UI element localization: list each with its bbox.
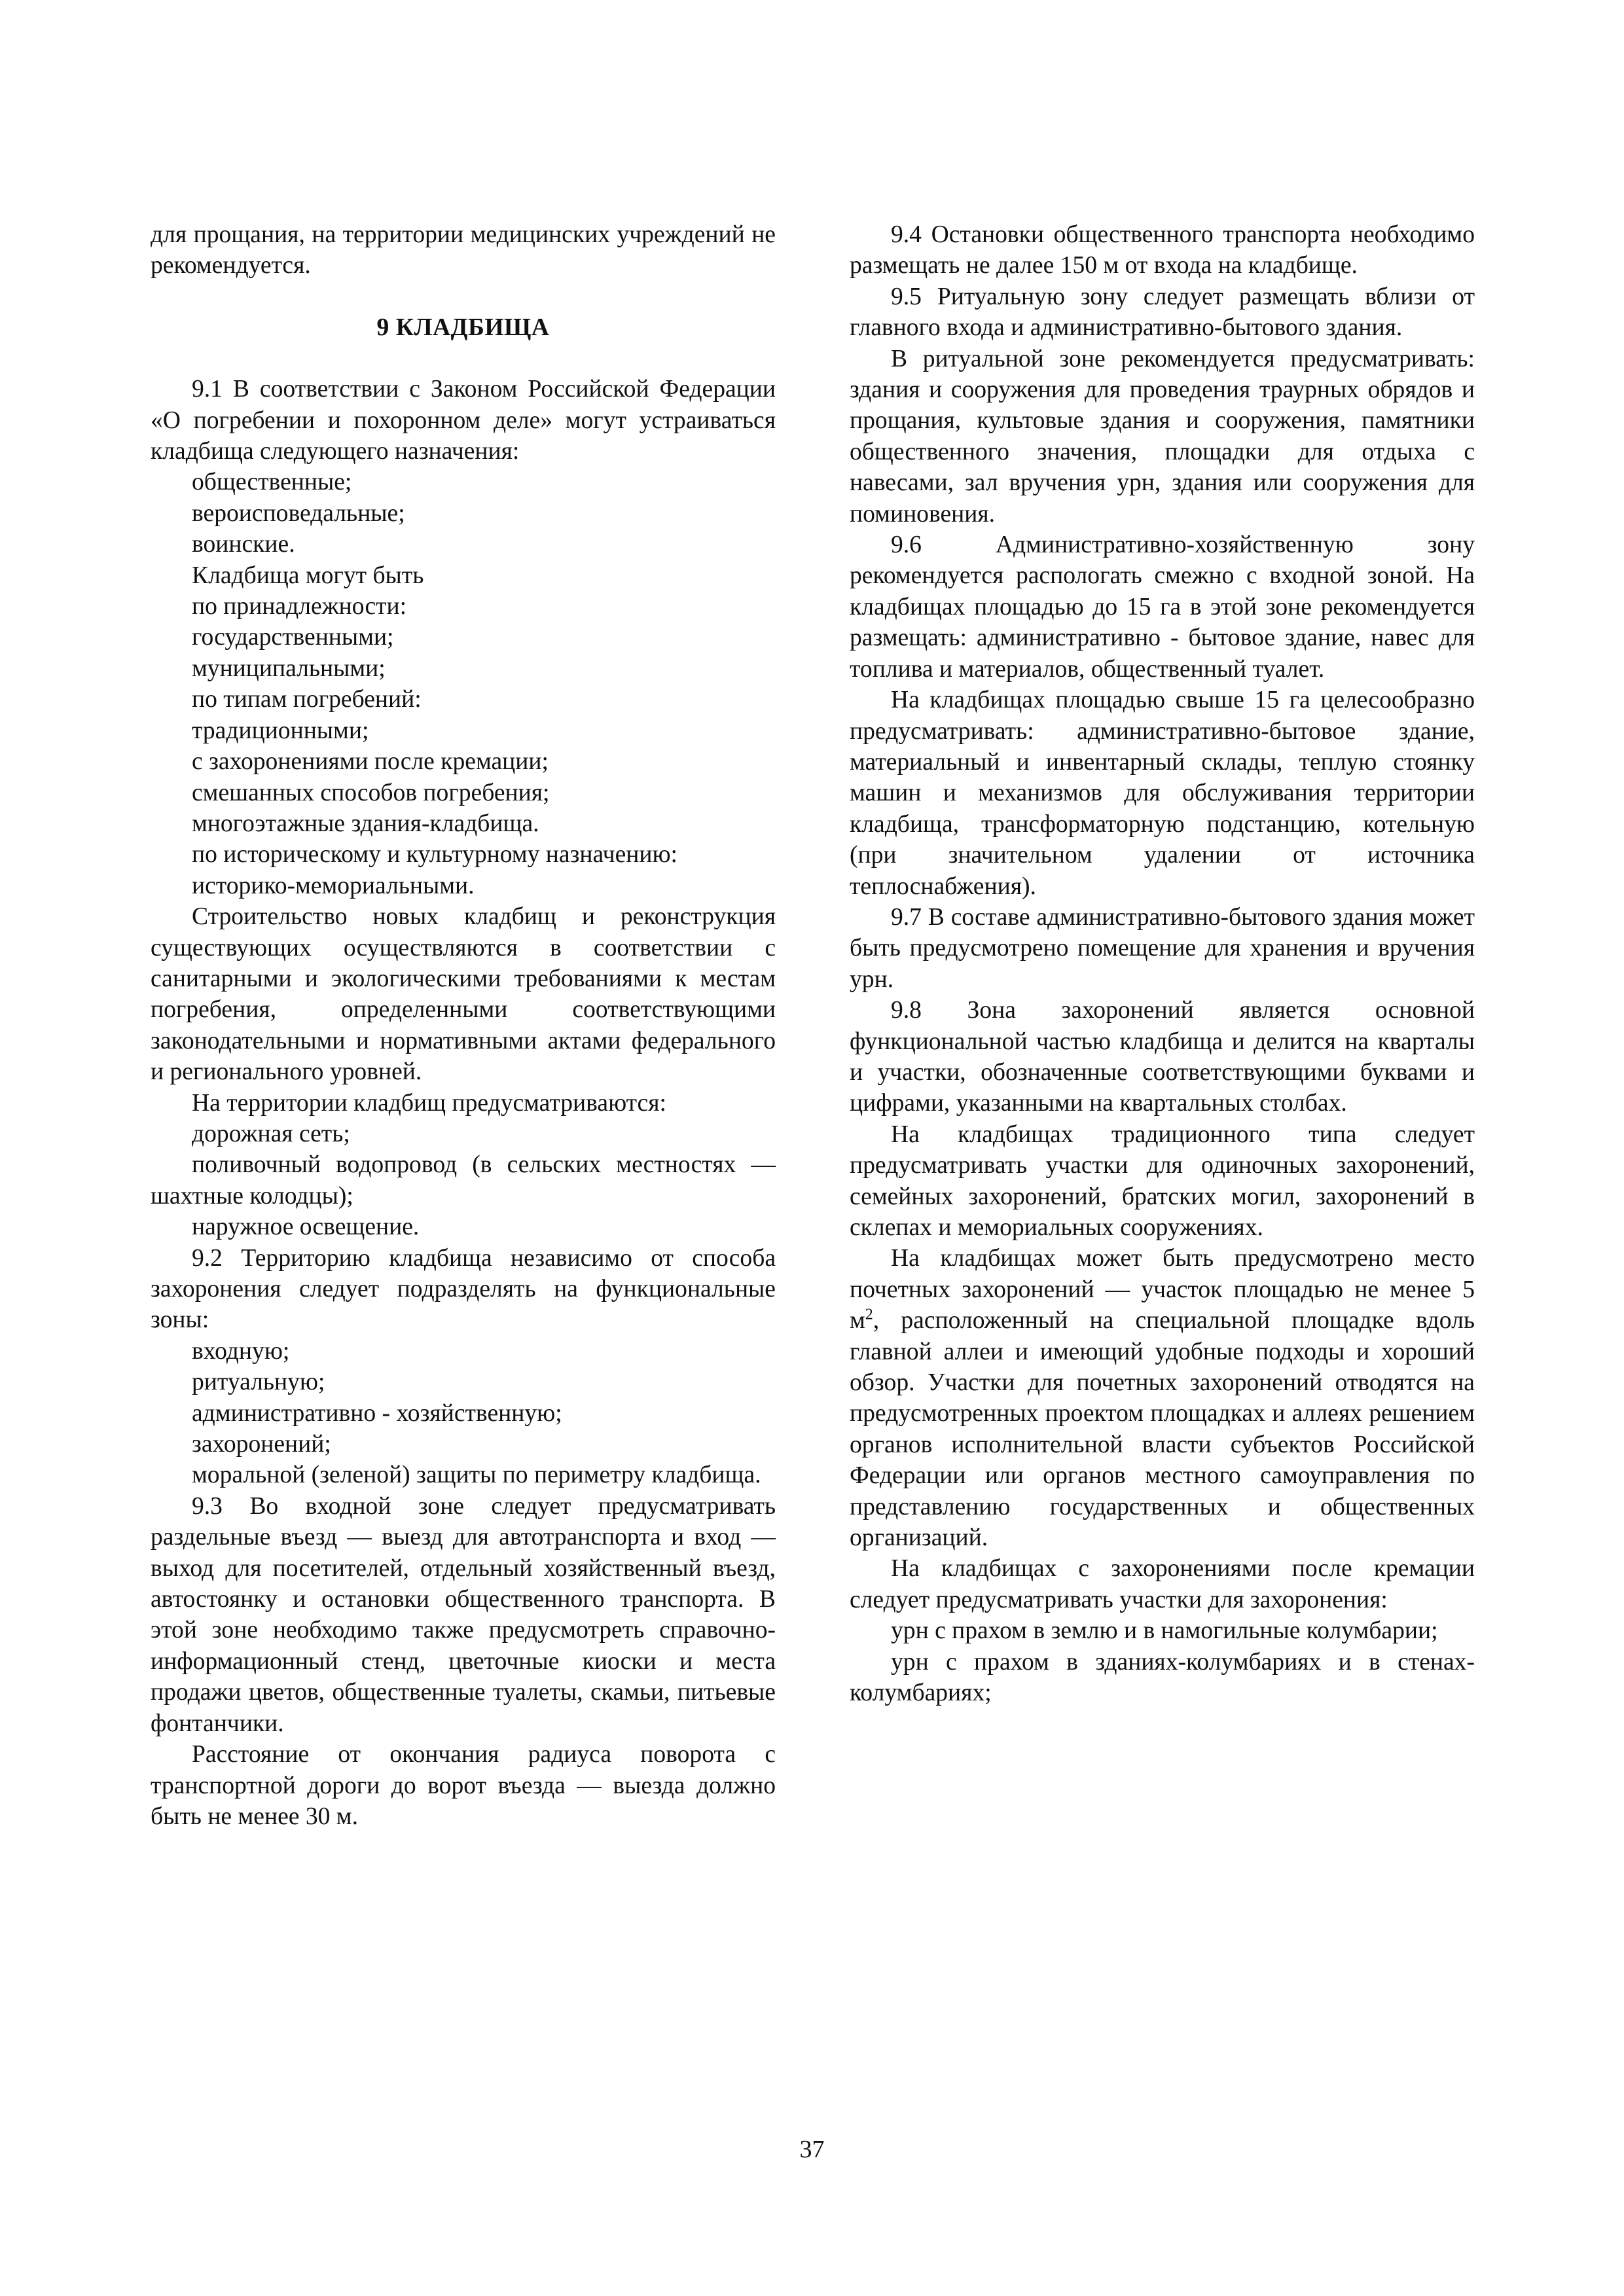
ownership-intro: Кладбища могут быть [192, 562, 424, 589]
list-item: историко-мемориальными. [192, 872, 475, 899]
paragraph-9-4: 9.4 Остановки общественного транспорта необходимо размещать не далее 150 м от входа на кладбище. [850, 221, 1475, 279]
list-item: общественные; [192, 469, 352, 496]
list-item: дорожная сеть; [192, 1120, 350, 1147]
list-item: урн с прахом в зданиях-колумбариях и в стенах-колумбариях; [850, 1648, 1475, 1707]
by-burial-type-label: по типам погребений: [192, 686, 422, 713]
list-item: ритуальную; [192, 1369, 325, 1396]
list-item: смешанных способов погребения; [192, 779, 550, 806]
by-historic-label: по историческому и культурному назначению: [192, 841, 677, 869]
paragraph-9-3: 9.3 Во входной зоне следует предусматривать раздельные въезд — выезд для автотранспорта и вход — выход для посетителей, отдельный хозяйственный въезд, автостоянку и остановки общественного транспорта. В этой зоне необходимо также предусмотреть справочно-информационный стенд, цветочные киоски и места продажи цветов, общественные туалеты, скамьи, питьевые фонтанчики. [151, 1492, 776, 1737]
right-column [850, 219, 1475, 1709]
paragraph-9-7: 9.7 В составе административно-бытового здания может быть предусмотрено помещение для хранения и вручения урн. [850, 903, 1475, 993]
list-item: традиционными; [192, 717, 369, 744]
list-item: государственными; [192, 624, 394, 651]
paragraph-9-1: 9.1 В соответствии с Законом Российской Федерации «О погребении и похоронном деле» могут устраиваться кладбища следующего назначения: [151, 376, 776, 465]
paragraph-9-6: 9.6 Административно-хозяйственную зону рекомендуется распологать смежно с входной зоной. На кладбищах площадью до 15 га в этой зоне рекомендуется размещать: административно - бытовое здание, навес для топлива и материалов, общественный туалет. [850, 531, 1475, 683]
paragraph-9-8: 9.8 Зона захоронений является основной функциональной частью кладбища и делится на кварталы и участки, обозначенные соответствующими буквами и цифрами, указанными на квартальных столбах. [850, 997, 1475, 1117]
list-item: наружное освещение. [192, 1213, 420, 1241]
territory-intro: На территории кладбищ предусматриваются: [192, 1089, 666, 1117]
list-item: захоронений; [192, 1431, 331, 1458]
paragraph-9-5: 9.5 Ритуальную зону следует размещать вблизи от главного входа и административно-бытового здания. [850, 283, 1475, 342]
construction-paragraph: Строительство новых кладбищ и реконструкция существующих осуществляются в соответствии с санитарными и экологическими требованиями к местам погребения, определенными соответствующими законодательными и нормативными актами федерального и регионального уровней. [151, 903, 776, 1086]
superscript-2: 2 [865, 1306, 873, 1323]
list-item: вероисповедальные; [192, 499, 405, 527]
list-item: муниципальными; [192, 655, 386, 682]
page-number: 37 [799, 2136, 825, 2163]
by-ownership-label: по принадлежности: [192, 593, 407, 620]
distance-paragraph: Расстояние от окончания радиуса поворота с транспортной дороги до ворот въезда — выезда должно быть не менее 30 м. [151, 1741, 776, 1830]
honorary-paragraph [850, 1243, 1475, 1553]
list-item: входную; [192, 1337, 290, 1365]
traditional-paragraph: На кладбищах традиционного типа следует предусматривать участки для одиночных захоронений, семейных захоронений, братских могил, захоронений в склепах и мемориальных сооружениях. [850, 1121, 1475, 1241]
honorary-text-2: , расположенный на специальной площадке вдоль главной аллеи и имеющий удобные подходы и хороший обзор. Участки для почетных захоронений отводятся на предусмотренных проектом площадках и аллеях решением органов исполнительной власти субъектов Российской Федерации или органов местного самоуправления по представлению государственных и общественных организаций. [850, 1307, 1475, 1552]
large-cemeteries-paragraph: На кладбищах площадью свыше 15 га целесообразно предусматривать: административно-бытовое здание, материальный и инвентарный склады, теплую стоянку машин и механизмов для обслуживания территории кладбища, трансформаторную подстанцию, котельную (при значительном удалении от источника теплоснабжения). [850, 687, 1475, 900]
list-item: воинские. [192, 531, 295, 558]
section-heading: 9 КЛАДБИЩА [376, 314, 550, 341]
list-item: многоэтажные здания-кладбища. [192, 810, 539, 837]
ritual-zone-paragraph: В ритуальной зоне рекомендуется предусматривать: здания и сооружения для проведения траурных обрядов и прощания, культовые здания и сооружения, памятники общественного значения, площадки для отдыха с навесами, зал вручения урн, здания или сооружения для поминовения. [850, 345, 1475, 528]
list-item: поливочный водопровод (в сельских местностях — шахтные колодцы); [151, 1151, 776, 1210]
left-column [151, 219, 776, 1832]
list-item: административно - хозяйственную; [192, 1399, 562, 1427]
intro-paragraph: для прощания, на территории медицинских учреждений не рекомендуется. [151, 221, 776, 279]
honorary-text-1: На кладбищах может быть предусмотрено место почетных захоронений — участок площадью не менее 5 м [850, 1245, 1475, 1335]
list-item: урн с прахом в землю и в намогильные колумбарии; [891, 1617, 1438, 1645]
list-item: с захоронениями после кремации; [192, 748, 549, 776]
paragraph-9-2: 9.2 Территорию кладбища независимо от способа захоронения следует подразделять на функциональные зоны: [151, 1244, 776, 1334]
list-item: моральной (зеленой) защиты по периметру кладбища. [192, 1462, 761, 1489]
cremation-paragraph: На кладбищах с захоронениями после кремации следует предусматривать участки для захоронения: [850, 1555, 1475, 1613]
